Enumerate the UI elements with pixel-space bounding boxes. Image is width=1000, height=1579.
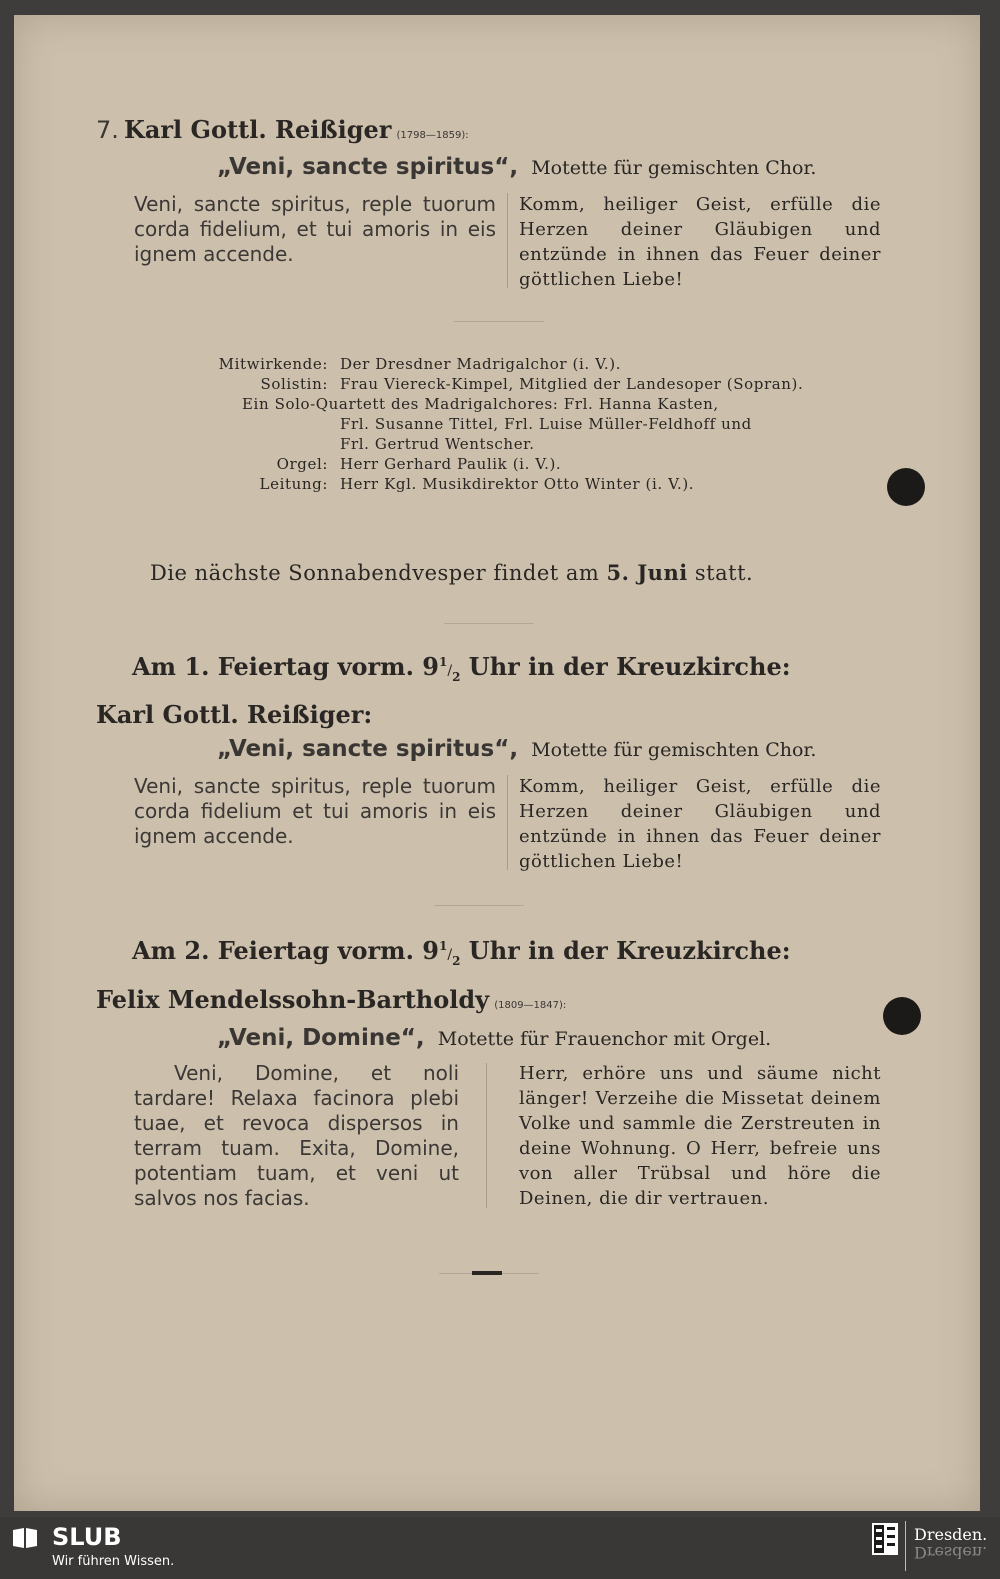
- next-vesper-announcement: [150, 560, 753, 585]
- quartet-text-3: Frl. Gertrud Wentscher.: [340, 435, 535, 453]
- soloist-text: Frau Viereck-Kimpel, Mitglied der Landesoper (Sopran).: [340, 375, 804, 393]
- latin-text: Veni, sancte spiritus, reple tuorum corda fidelium et tui amoris in eis ignem accende.: [134, 774, 496, 848]
- heading-text: Am 2. Feiertag vorm. 9: [132, 936, 439, 965]
- quartet-text: Ein Solo-Quartett des Madrigalchores: Frl. Hanna Kasten,: [242, 395, 719, 413]
- piece-subtitle: Motette für Frauenchor mit Orgel.: [437, 1028, 772, 1050]
- punch-hole: [883, 997, 921, 1035]
- fraction-numerator: 1: [438, 939, 448, 953]
- slub-footer: [0, 1517, 1000, 1579]
- fraction-numerator: 1: [438, 655, 448, 669]
- organ-label: Orgel:: [276, 455, 328, 473]
- separator: [444, 623, 534, 624]
- composer-name: Felix Mendelssohn-Bartholdy: [96, 985, 490, 1014]
- slub-tagline: Wir führen Wissen.: [52, 1554, 175, 1569]
- composer-line: [96, 985, 566, 1014]
- piece-7-heading: [96, 115, 469, 144]
- fraction-denominator: 2: [452, 953, 461, 968]
- piece-title-line: [217, 1025, 771, 1051]
- announcement-end: statt.: [694, 561, 754, 585]
- composer-name: Karl Gottl. Reißiger:: [96, 700, 373, 729]
- fraction-denominator: 2: [452, 669, 461, 684]
- composer-name: Karl Gottl. Reißiger: [124, 115, 392, 144]
- organ-text: Herr Gerhard Paulik (i. V.).: [340, 455, 562, 473]
- latin-text: Veni, Domine, et noli tardare! Relaxa facinora plebi tuae, et revoca dispersos in terram tuam. Exita, Domine, potentiam tuam, et veni ut salvos nos facias.: [134, 1061, 459, 1210]
- announcement-date: 5. Juni: [606, 560, 688, 585]
- heading-location: Uhr in der Kreuzkirche:: [468, 652, 791, 681]
- performers-text: Der Dresdner Madrigalchor (i. V.).: [340, 355, 622, 373]
- program-page: [14, 15, 980, 1511]
- footer-divider: [905, 1521, 906, 1571]
- quartet-text-2: Frl. Susanne Tittel, Frl. Luise Müller-Feldhoff und: [340, 415, 752, 433]
- conductor-label: Leitung:: [259, 475, 328, 493]
- feiertag-1-heading: Am 1. Feiertag vorm. $9^1/_2$ Uhr in der Kreuzkirche:: [132, 652, 791, 684]
- piece-subtitle: Motette für gemischten Chor.: [531, 739, 817, 761]
- announcement-text: Die nächste Sonnabendvesper findet am: [150, 561, 600, 585]
- closing-ornament: [472, 1271, 502, 1275]
- piece-title: „Veni, Domine“,: [217, 1025, 425, 1051]
- soloist-label: Solistin:: [260, 375, 328, 393]
- separator: [434, 905, 524, 906]
- latin-text: Veni, sancte spiritus, reple tuorum corda fidelium, et tui amoris in eis ignem accende.: [134, 192, 496, 266]
- heading-text: Am 1. Feiertag vorm. 9: [132, 652, 439, 681]
- performers-label: Mitwirkende:: [218, 355, 328, 373]
- conductor-text: Herr Kgl. Musikdirektor Otto Winter (i. V.).: [340, 475, 695, 493]
- column-divider: [486, 1063, 487, 1208]
- column-divider: [507, 193, 508, 288]
- german-text: Komm, heiliger Geist, erfülle die Herzen deiner Gläubigen und entzünde in ihnen das Feuer deiner göttlichen Liebe!: [519, 194, 881, 290]
- feiertag-2-heading: Am 2. Feiertag vorm. $9^1/_2$ Uhr in der Kreuzkirche:: [132, 936, 791, 968]
- piece-title-line: [217, 736, 816, 762]
- slub-logo-text: SLUB: [52, 1523, 122, 1551]
- piece-title: „Veni, sancte spiritus“,: [217, 736, 519, 762]
- composer-years: (1798—1859):: [396, 130, 469, 141]
- heading-location: Uhr in der Kreuzkirche:: [468, 936, 791, 965]
- piece-subtitle: Motette für gemischten Chor.: [531, 157, 817, 179]
- piece-number: 7.: [96, 116, 119, 144]
- german-text: Komm, heiliger Geist, erfülle die Herzen deiner Gläubigen und entzünde in ihnen das Feuer deiner göttlichen Liebe!: [519, 776, 881, 872]
- dresden-logo-text: Dresden.: [914, 1525, 988, 1544]
- separator: [454, 321, 544, 322]
- book-icon: [12, 1527, 38, 1549]
- piece-title: „Veni, sancte spiritus“,: [217, 154, 519, 180]
- piece-7-title-line: [217, 154, 816, 180]
- german-text: Herr, erhöre uns und säume nicht länger! Verzeihe die Missetat deinem Volke und sammle die Zerstreuten in deine Wohnung. O Herr, befreie uns von aller Trübsal und höre die Deinen, die dir vertrauen.: [519, 1063, 881, 1209]
- dresden-logo-reflection: Dresden.: [914, 1543, 988, 1562]
- composer-years: (1809—1847):: [494, 1000, 567, 1011]
- punch-hole: [887, 468, 925, 506]
- column-divider: [507, 775, 508, 870]
- dresden-coat-of-arms-icon: [872, 1523, 898, 1555]
